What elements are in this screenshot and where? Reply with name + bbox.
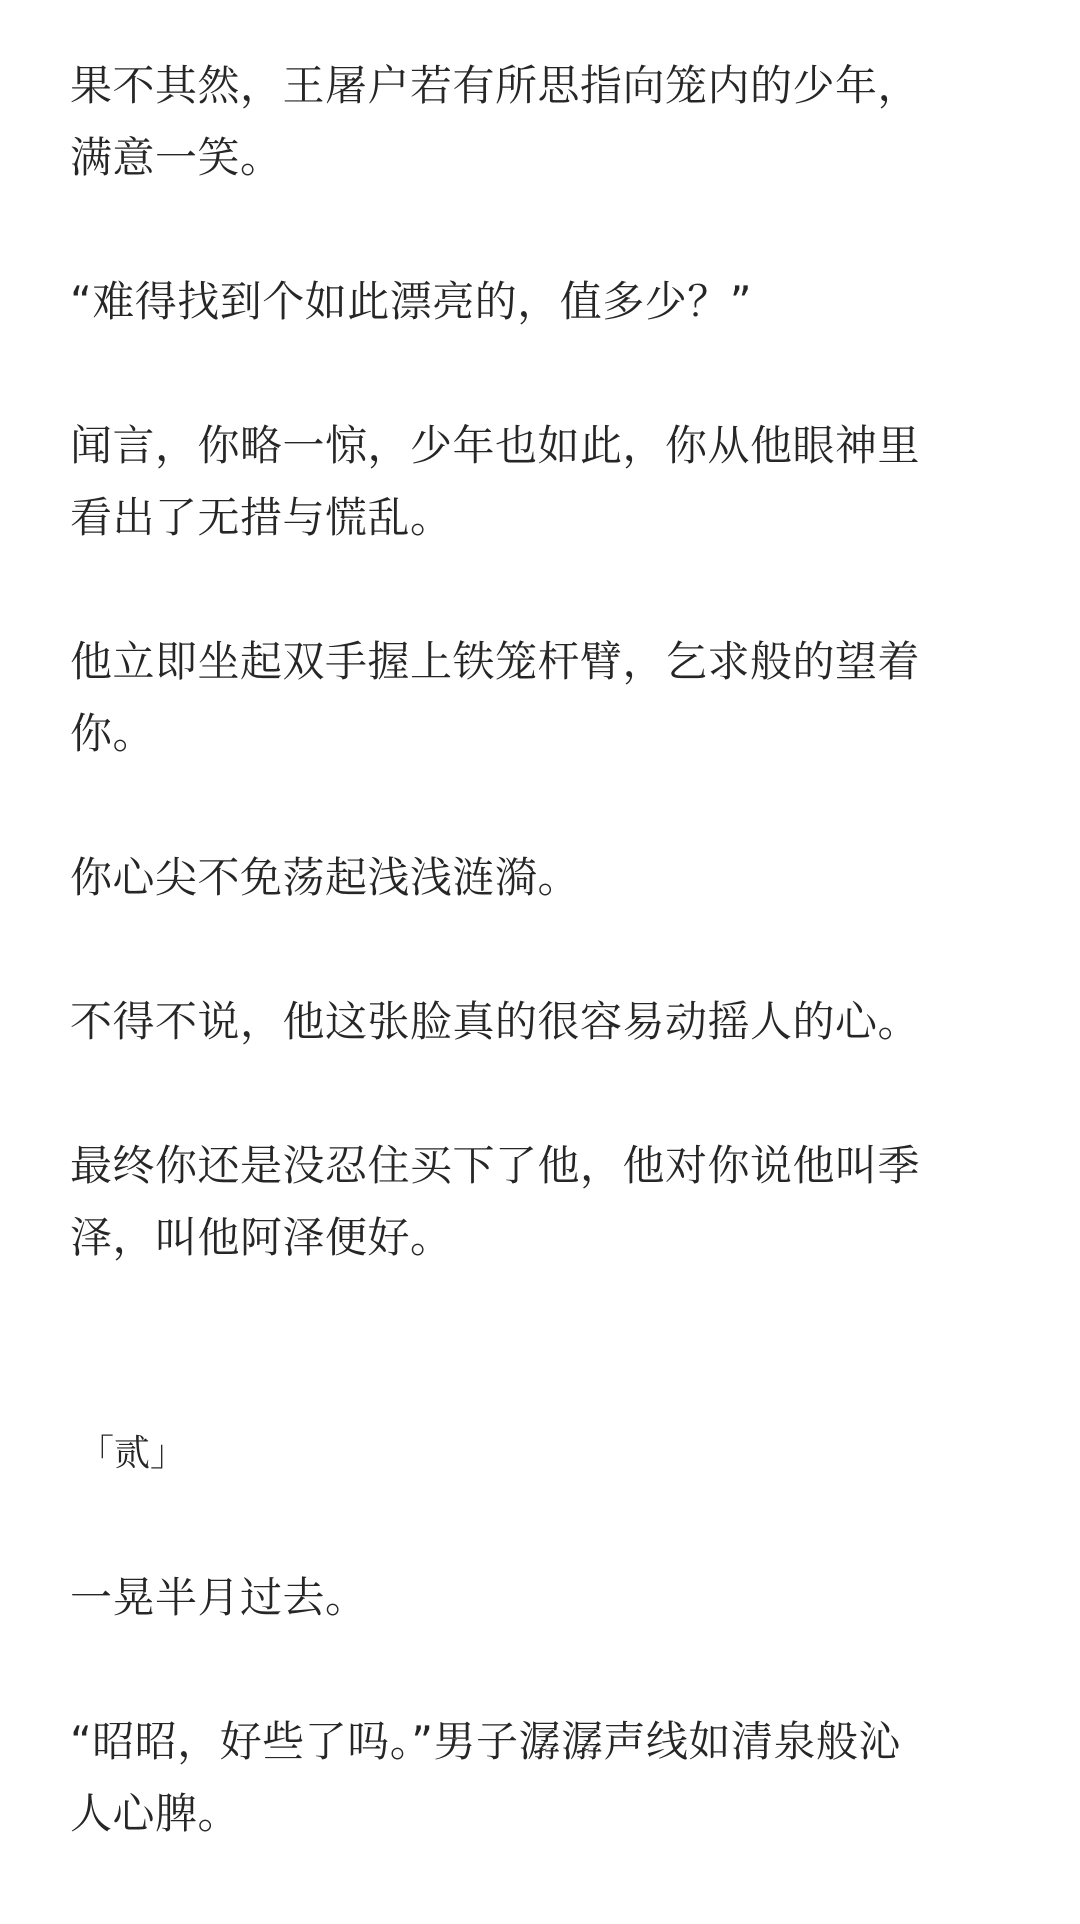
paragraph-gap [70, 914, 1000, 986]
paragraph-gap [70, 194, 1000, 266]
article-body [70, 50, 1000, 1850]
paragraph: 最终你还是没忍住买下了他，他对你说他叫季 泽，叫他阿泽便好。 [70, 1141, 921, 1262]
paragraph-gap [70, 1058, 1000, 1130]
paragraph-gap [70, 1490, 1000, 1562]
paragraph: “难得找到个如此漂亮的，值多少？” [70, 277, 753, 326]
paragraph-gap [70, 338, 1000, 410]
paragraph: 他立即坐起双手握上铁笼杆臂，乞求般的望着 你。 [70, 637, 921, 758]
paragraph: 你心尖不免荡起浅浅涟漪。 [70, 853, 581, 902]
section-gap [70, 1274, 1000, 1418]
paragraph: 不得不说，他这张脸真的很容易动摇人的心。 [70, 997, 921, 1046]
section-heading: 「贰」 [78, 1433, 187, 1474]
paragraph: 一晃半月过去。 [70, 1573, 368, 1622]
paragraph-gap [70, 1634, 1000, 1706]
paragraph-gap [70, 770, 1000, 842]
paragraph-gap [70, 554, 1000, 626]
paragraph: 闻言，你略一惊，少年也如此，你从他眼神里 看出了无措与慌乱。 [70, 421, 921, 542]
paragraph: “昭昭，好些了吗。”男子潺潺声线如清泉般沁 人心脾。 [70, 1717, 902, 1838]
paragraph: 果不其然，王屠户若有所思指向笼内的少年， 满意一笑。 [70, 61, 921, 182]
